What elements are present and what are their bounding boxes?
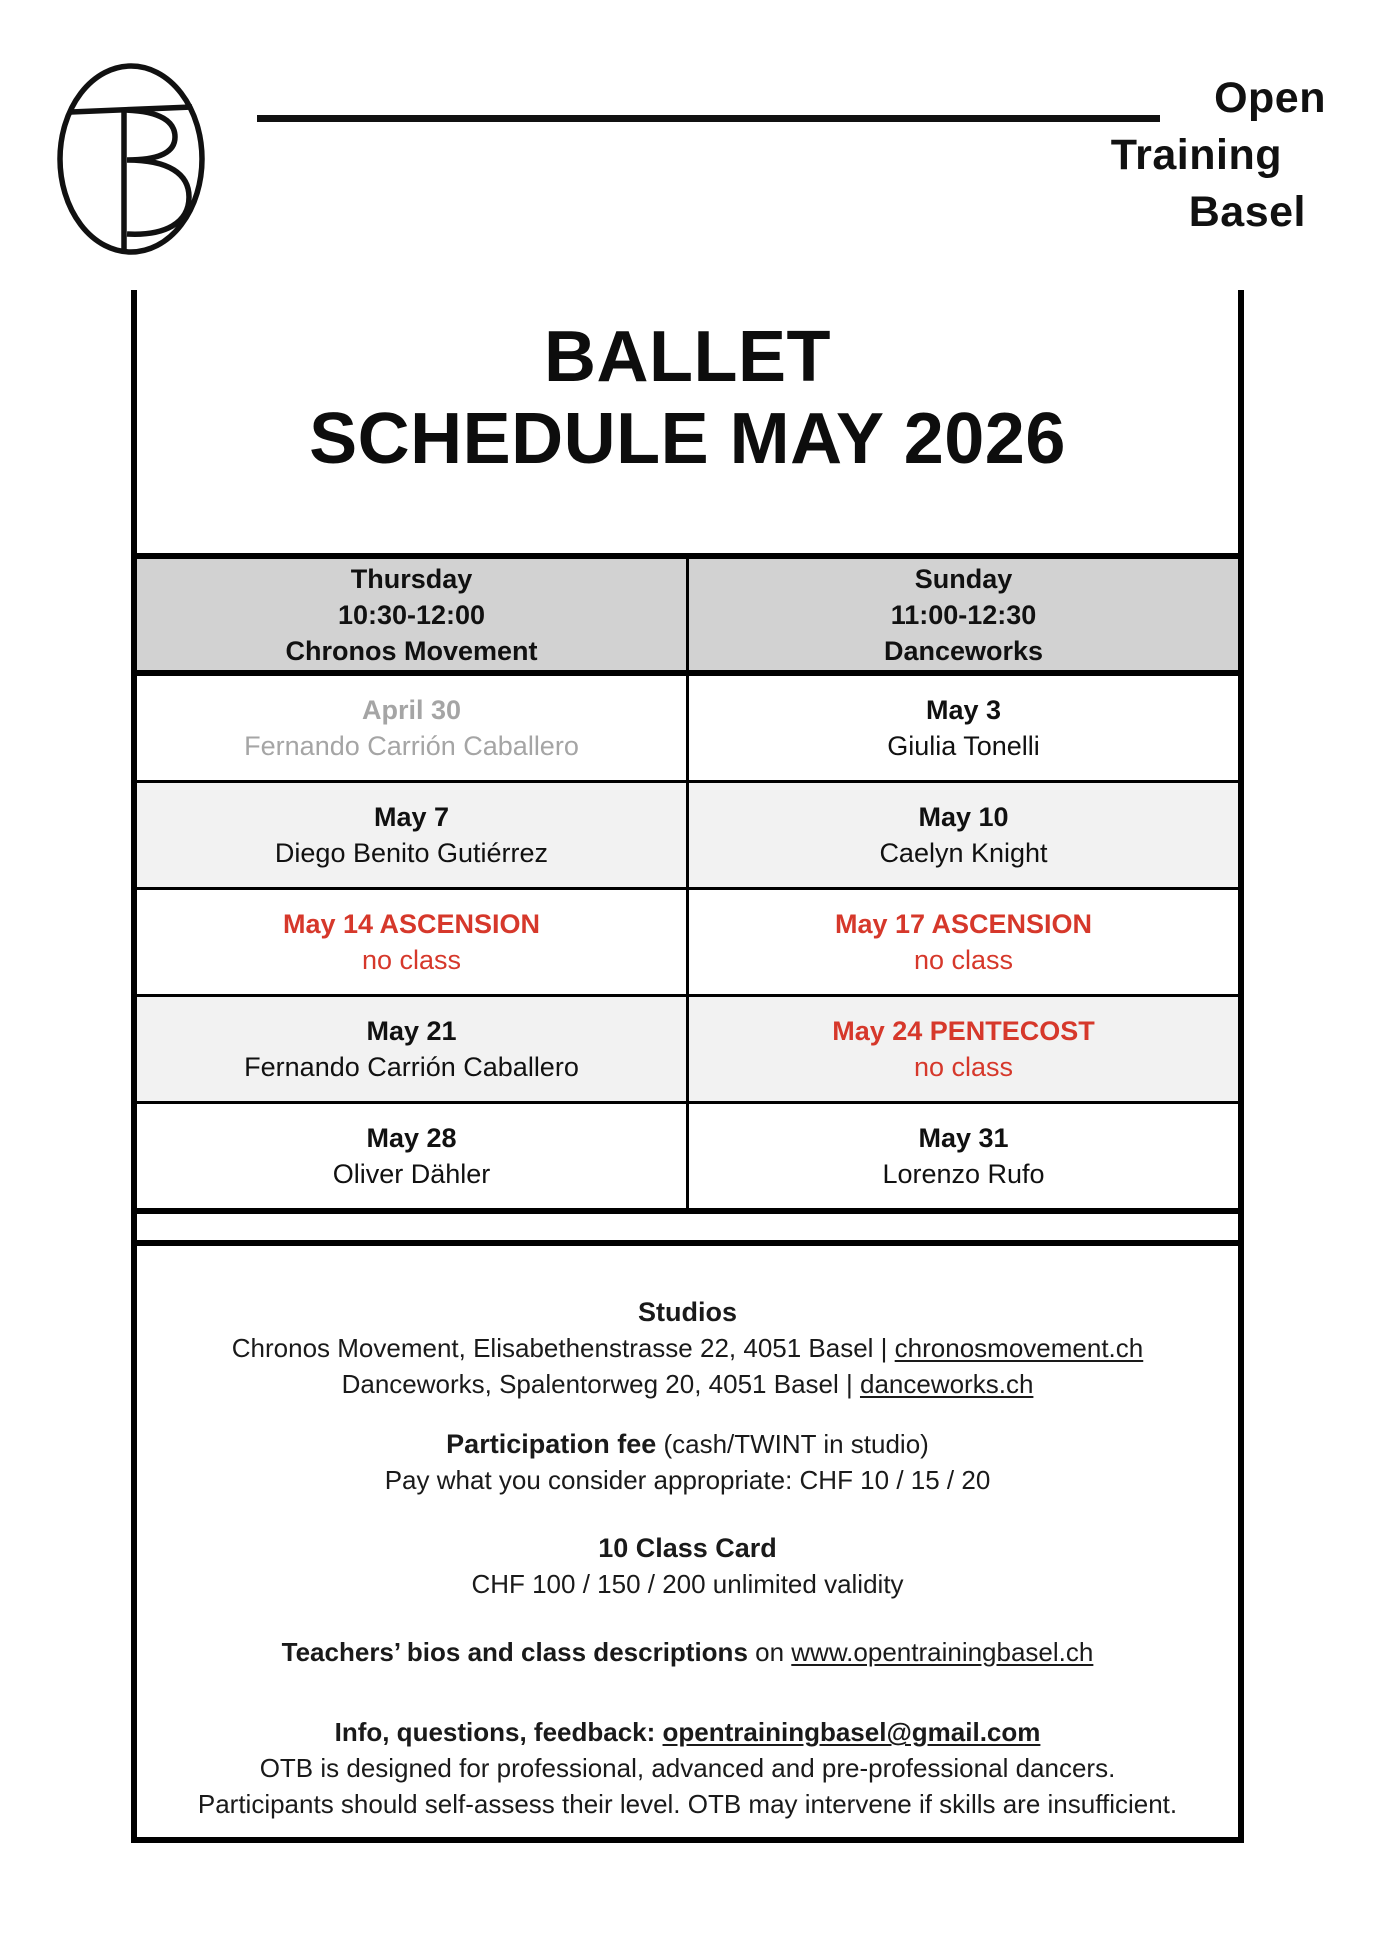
column-time: 11:00-12:30 (890, 599, 1037, 630)
class-date: April 30 (361, 695, 462, 725)
content-frame (131, 290, 1244, 1843)
class-date: May 21 (366, 1016, 457, 1046)
otb-monogram-logo-icon (55, 60, 207, 256)
participation-fee-heading (137, 1426, 1238, 1462)
class-teacher: Fernando Carrión Caballero (244, 1052, 579, 1082)
class-teacher: Diego Benito Gutiérrez (274, 838, 549, 868)
column-day: Sunday (914, 563, 1013, 594)
class-teacher: Fernando Carrión Caballero (244, 731, 579, 761)
schedule-cell-may-17-ascension (686, 890, 1238, 994)
participation-fee-amounts: Pay what you consider appropriate: CHF 10 / 15 / 20 (384, 1465, 991, 1495)
teacher-bios-label: Teachers’ bios and class descriptions (281, 1637, 748, 1667)
schedule-cell-may-14-ascension (137, 890, 686, 994)
class-card-prices: CHF 100 / 150 / 200 unlimited validity (471, 1569, 904, 1599)
no-class-label: no class (913, 1052, 1014, 1082)
table-header-row (137, 559, 1238, 676)
schedule-cell-may-3 (686, 676, 1238, 780)
page-title (137, 316, 1238, 480)
schedule-cell-may-10 (686, 783, 1238, 887)
studio-address-chronos (137, 1330, 1238, 1366)
holiday-date: May 17 ASCENSION (834, 909, 1093, 939)
contact-note-level: OTB is designed for professional, advanced and pre-professional dancers. (259, 1753, 1116, 1783)
schedule-table (131, 553, 1244, 1214)
studios-heading: Studios (638, 1297, 737, 1327)
brand-line-training: Training (1110, 131, 1282, 179)
participation-fee-title: Participation fee (446, 1429, 657, 1459)
class-teacher: Lorenzo Rufo (882, 1159, 1045, 1189)
page-title-line2: SCHEDULE MAY 2026 (309, 399, 1066, 479)
class-date: May 10 (918, 802, 1009, 832)
website-link[interactable]: www.opentrainingbasel.ch (791, 1637, 1094, 1667)
participation-fee-section (137, 1426, 1238, 1498)
info-box (131, 1240, 1244, 1843)
schedule-cell-may-31 (686, 1104, 1238, 1208)
contact-heading (137, 1714, 1238, 1750)
studios-section (137, 1294, 1238, 1402)
table-row (137, 676, 1238, 780)
class-date: May 28 (366, 1123, 457, 1153)
page-title-line1: BALLET (544, 317, 831, 397)
table-row (137, 887, 1238, 994)
danceworks-link[interactable]: danceworks.ch (859, 1369, 1034, 1399)
brand-line-basel: Basel (1188, 188, 1306, 236)
contact-section (137, 1714, 1238, 1822)
column-studio: Chronos Movement (285, 635, 538, 666)
no-class-label: no class (361, 945, 462, 975)
holiday-date: May 14 ASCENSION (282, 909, 541, 939)
class-date: May 31 (918, 1123, 1009, 1153)
studio-address-text: Chronos Movement, Elisabethenstrasse 22, 4051 Basel | (231, 1333, 895, 1363)
contact-label: Info, questions, feedback: (334, 1717, 663, 1747)
studio-address-text: Danceworks, Spalentorweg 20, 4051 Basel | (341, 1369, 860, 1399)
class-date: May 7 (373, 802, 450, 832)
schedule-cell-may-28 (137, 1104, 686, 1208)
column-header-sunday (686, 559, 1238, 670)
column-day: Thursday (350, 563, 473, 594)
column-studio: Danceworks (883, 635, 1044, 666)
class-teacher: Caelyn Knight (879, 838, 1048, 868)
table-row (137, 1101, 1238, 1208)
holiday-date: May 24 PENTECOST (832, 1016, 1095, 1046)
schedule-cell-april-30 (137, 676, 686, 780)
brand-name (1111, 70, 1326, 241)
brand-line-open: Open (1214, 74, 1326, 122)
chronosmovement-link[interactable]: chronosmovement.ch (894, 1333, 1144, 1363)
teacher-bios-section (137, 1634, 1238, 1670)
teacher-bios-connector: on (747, 1637, 792, 1667)
table-row (137, 780, 1238, 887)
studio-address-danceworks (137, 1366, 1238, 1402)
header-divider-line (257, 115, 1160, 122)
contact-note-self-assess: Participants should self-assess their level. OTB may intervene if skills are insufficient. (197, 1789, 1178, 1819)
class-card-section (137, 1530, 1238, 1602)
table-row (137, 994, 1238, 1101)
column-header-thursday (137, 559, 686, 670)
participation-fee-method: (cash/TWINT in studio) (656, 1429, 929, 1459)
no-class-label: no class (913, 945, 1014, 975)
class-card-heading: 10 Class Card (598, 1533, 777, 1563)
class-teacher: Oliver Dähler (332, 1159, 491, 1189)
email-link[interactable]: opentrainingbasel@gmail.com (662, 1717, 1041, 1747)
schedule-cell-may-21 (137, 997, 686, 1101)
class-teacher: Giulia Tonelli (887, 731, 1040, 761)
schedule-cell-may-24-pentecost (686, 997, 1238, 1101)
column-time: 10:30-12:00 (337, 599, 486, 630)
schedule-cell-may-7 (137, 783, 686, 887)
class-date: May 3 (925, 695, 1002, 725)
